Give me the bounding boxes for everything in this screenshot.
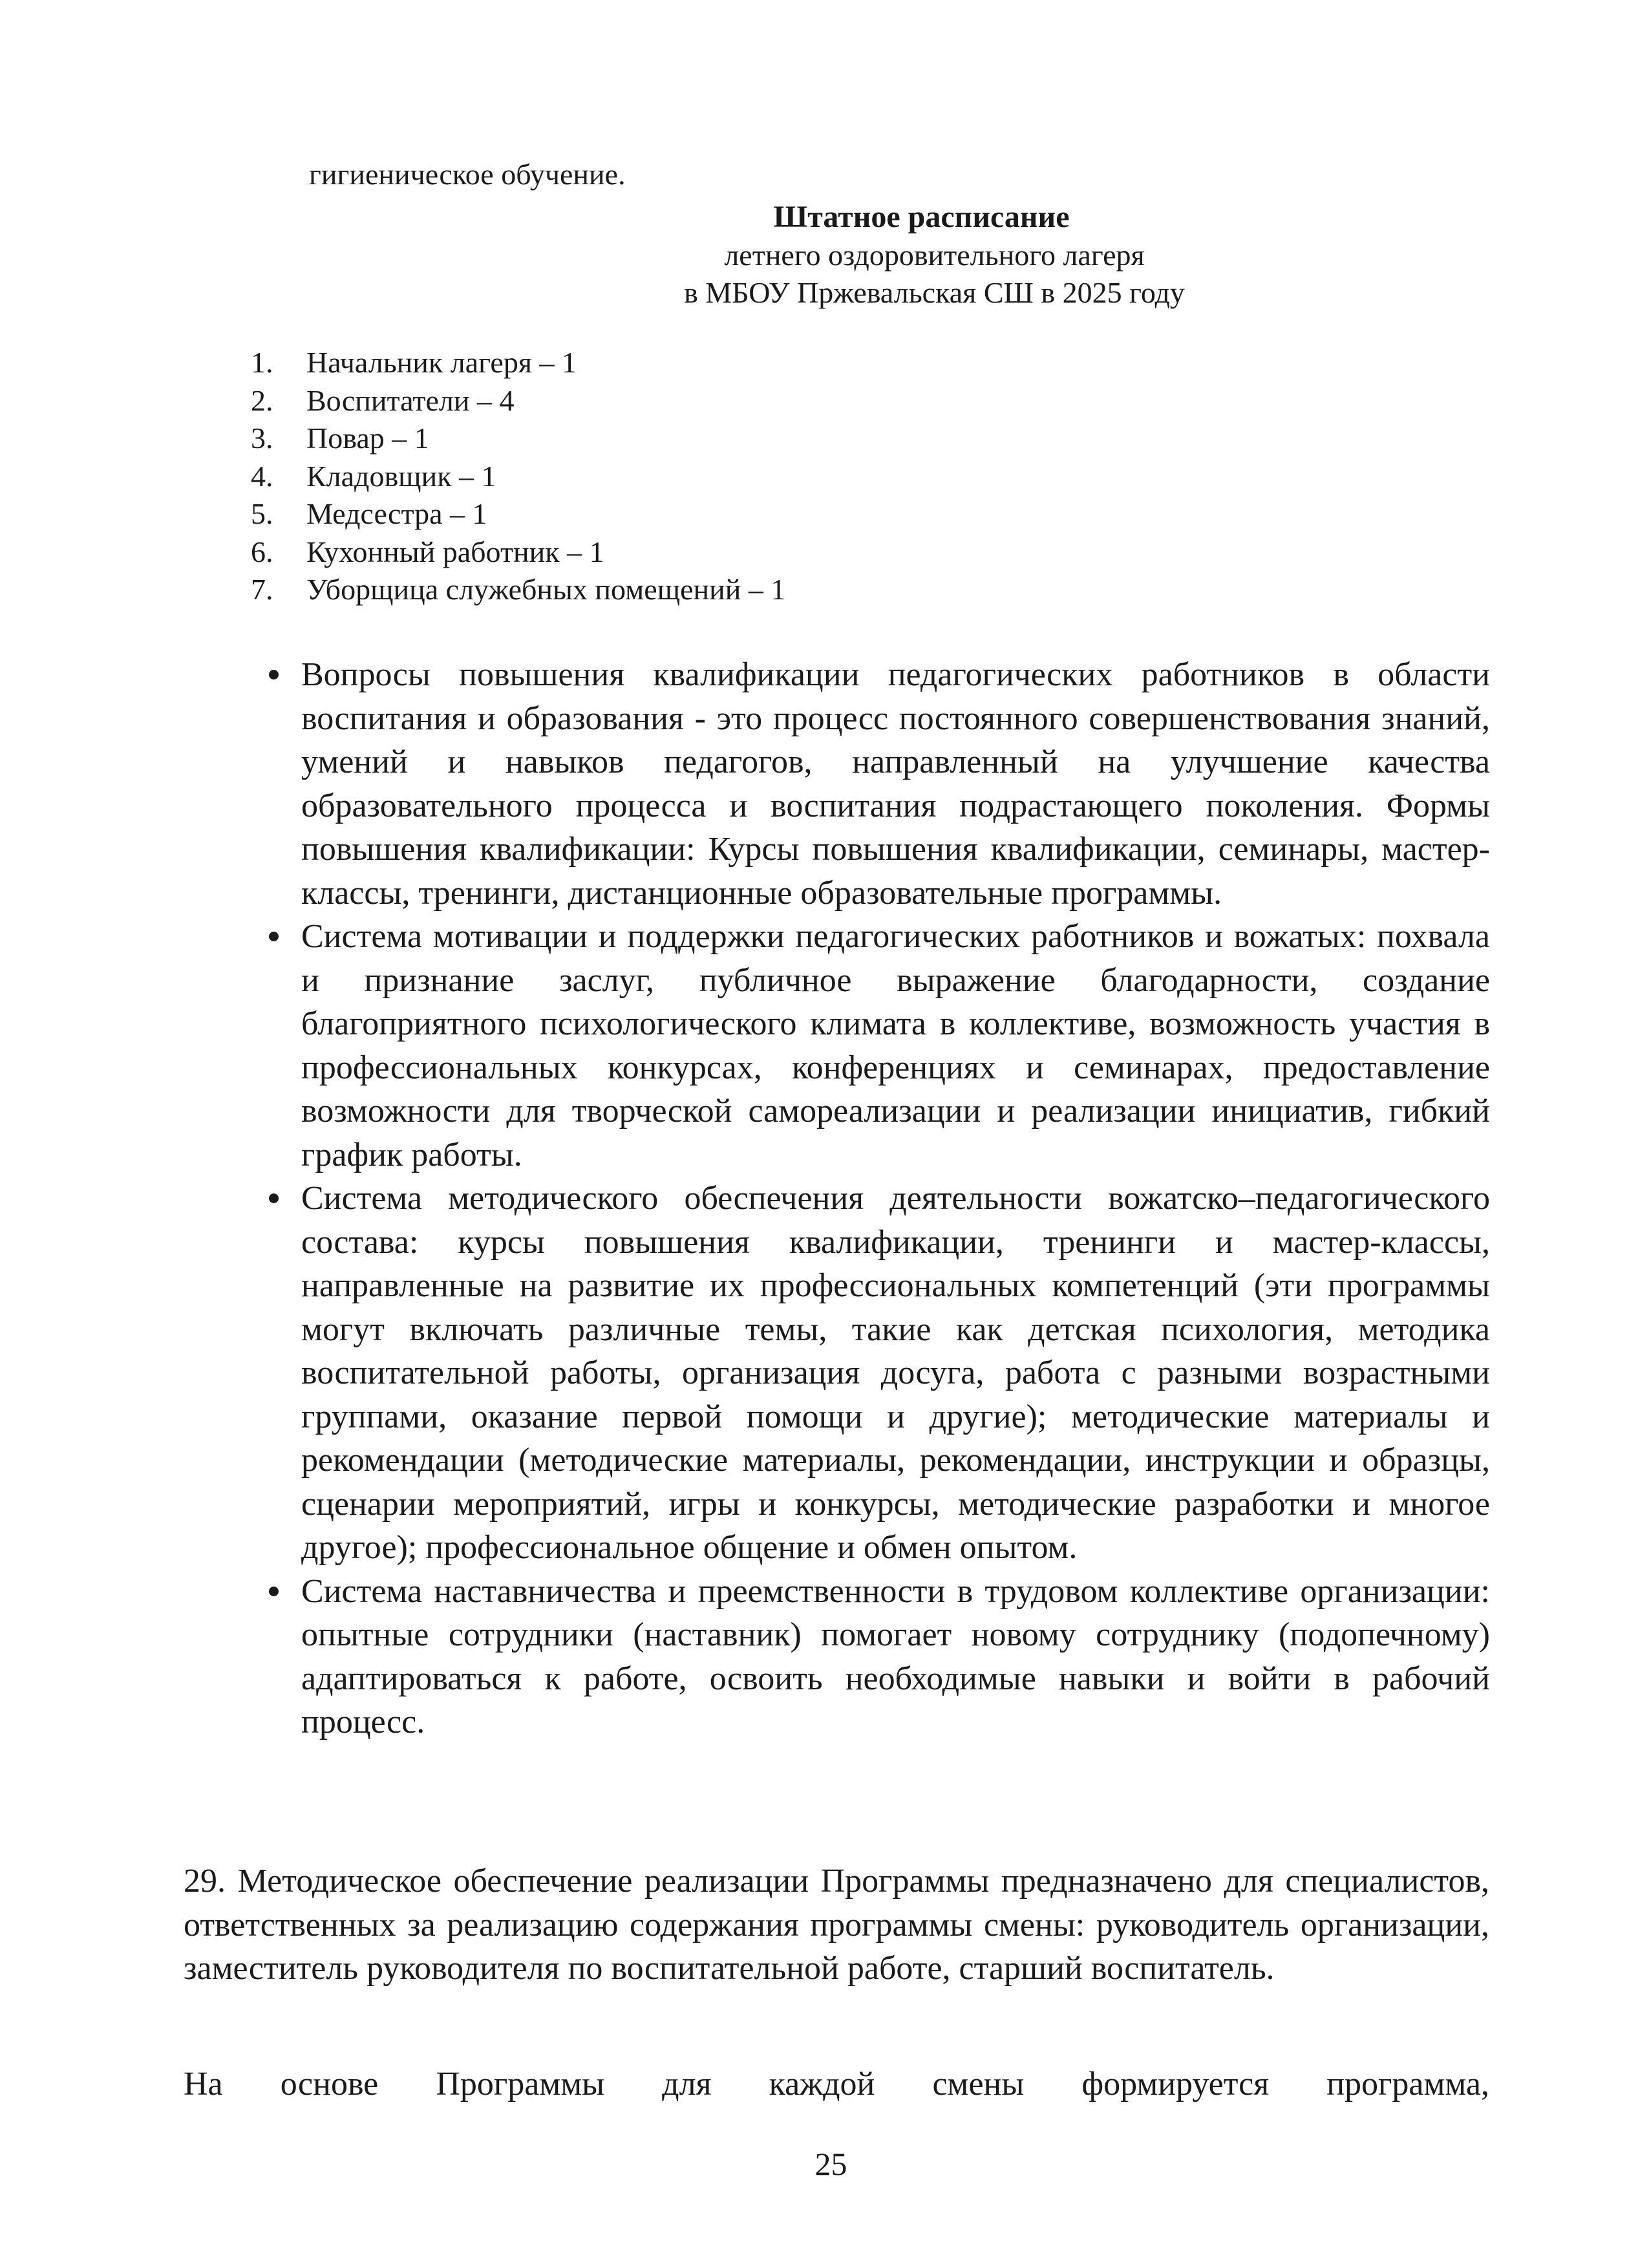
bullet-item-mentoring: [265, 1570, 1490, 1744]
staff-list-item: [251, 533, 785, 572]
bullet-dot-icon: [269, 670, 279, 679]
staff-item-number: 1.: [251, 346, 273, 379]
heading-subtitle-line-2: в МБОУ Пржевальская СШ в 2025 году: [684, 276, 1185, 309]
intro-fragment: гигиеническое обучение.: [309, 158, 626, 191]
bullet-item-methodical-support: [265, 1177, 1490, 1570]
staff-list-item: [251, 382, 785, 420]
staff-item-text: Кладовщик – 1: [306, 459, 496, 493]
staff-item-number: 4.: [251, 459, 273, 493]
staff-item-text: Медсестра – 1: [306, 497, 487, 530]
heading-subtitle-line-1: летнего оздоровительного лагеря: [724, 239, 1145, 272]
staff-list-item: [251, 571, 785, 609]
staff-schedule-heading: [0, 198, 1649, 312]
heading-title: Штатное расписание: [773, 200, 1070, 234]
staff-list: [251, 344, 785, 609]
staff-list-item: [251, 420, 785, 458]
staff-item-number: 3.: [251, 422, 273, 455]
staff-item-number: 7.: [251, 573, 273, 606]
bullet-item-motivation: [265, 915, 1490, 1177]
bullet-item-qualification: [265, 653, 1490, 915]
staff-item-number: 6.: [251, 535, 273, 568]
staff-item-number: 5.: [251, 497, 273, 530]
staff-list-item: [251, 495, 785, 533]
staff-item-text: Уборщица служебных помещений – 1: [306, 573, 786, 606]
bullet-list: [265, 653, 1490, 1744]
staff-list-item: [251, 344, 785, 382]
staff-item-text: Начальник лагеря – 1: [306, 346, 577, 379]
bullet-dot-icon: [269, 932, 279, 941]
bullet-text: Система методического обеспечения деятельности вожатско–педагогического состава: курсы повышения квалификации, тренинги и мастер-классы, направленные на развитие их профессиональных компетенций (эти программы могут включать различные темы, такие как детская психология, методика воспитательной работы, организация досуга, работа с разными возрастными группами, оказание первой помощи и другие); методические материалы и рекомендации (методические материалы, рекомендации, инструкции и образцы, сценарии мероприятий, игры и конкурсы, методические разработки и многое другое); профессиональное общение и обмен опытом.: [301, 1180, 1490, 1566]
staff-item-text: Воспитатели – 4: [306, 383, 515, 417]
staff-list-item: [251, 458, 785, 496]
bullet-dot-icon: [269, 1193, 279, 1203]
staff-item-number: 2.: [251, 383, 273, 417]
bullet-text: Система мотивации и поддержки педагогических работников и вожатых: похвала и признание заслуг, публичное выражение благодарности, создание благоприятного психологического климата в коллективе, возможность участия в профессиональных конкурсах, конференциях и семинарах, предоставление возможности для творческой самореализации и реализации инициатив, гибкий график работы.: [301, 918, 1490, 1173]
paragraph-29: 29. Методическое обеспечение реализации Программы предназначено для специалистов, ответственных за реализацию содержания программы смены: руководитель организации, заместитель руководителя по воспитательной работе, старший воспитатель.: [184, 1863, 1489, 1987]
paragraph-program-basis: На основе Программы для каждой смены формируется программа,: [184, 2066, 1489, 2102]
bullet-text: Вопросы повышения квалификации педагогических работников в области воспитания и образования - это процесс постоянного совершенствования знаний, умений и навыков педагогов, направленный на улучшение качества образовательного процесса и воспитания подрастающего поколения. Формы повышения квалификации: Курсы повышения квалификации, семинары, мастер-классы, тренинги, дистанционные образовательные программы.: [301, 656, 1490, 912]
bullet-dot-icon: [269, 1587, 279, 1596]
staff-item-text: Кухонный работник – 1: [306, 535, 604, 568]
staff-item-text: Повар – 1: [306, 422, 429, 455]
page-number: 25: [814, 2146, 847, 2182]
bullet-text: Система наставничества и преемственности в трудовом коллективе организации: опытные сотрудники (наставник) помогает новому сотруднику (подопечному) адаптироваться к работе, освоить необходимые навыки и войти в рабочий процесс.: [301, 1572, 1490, 1740]
